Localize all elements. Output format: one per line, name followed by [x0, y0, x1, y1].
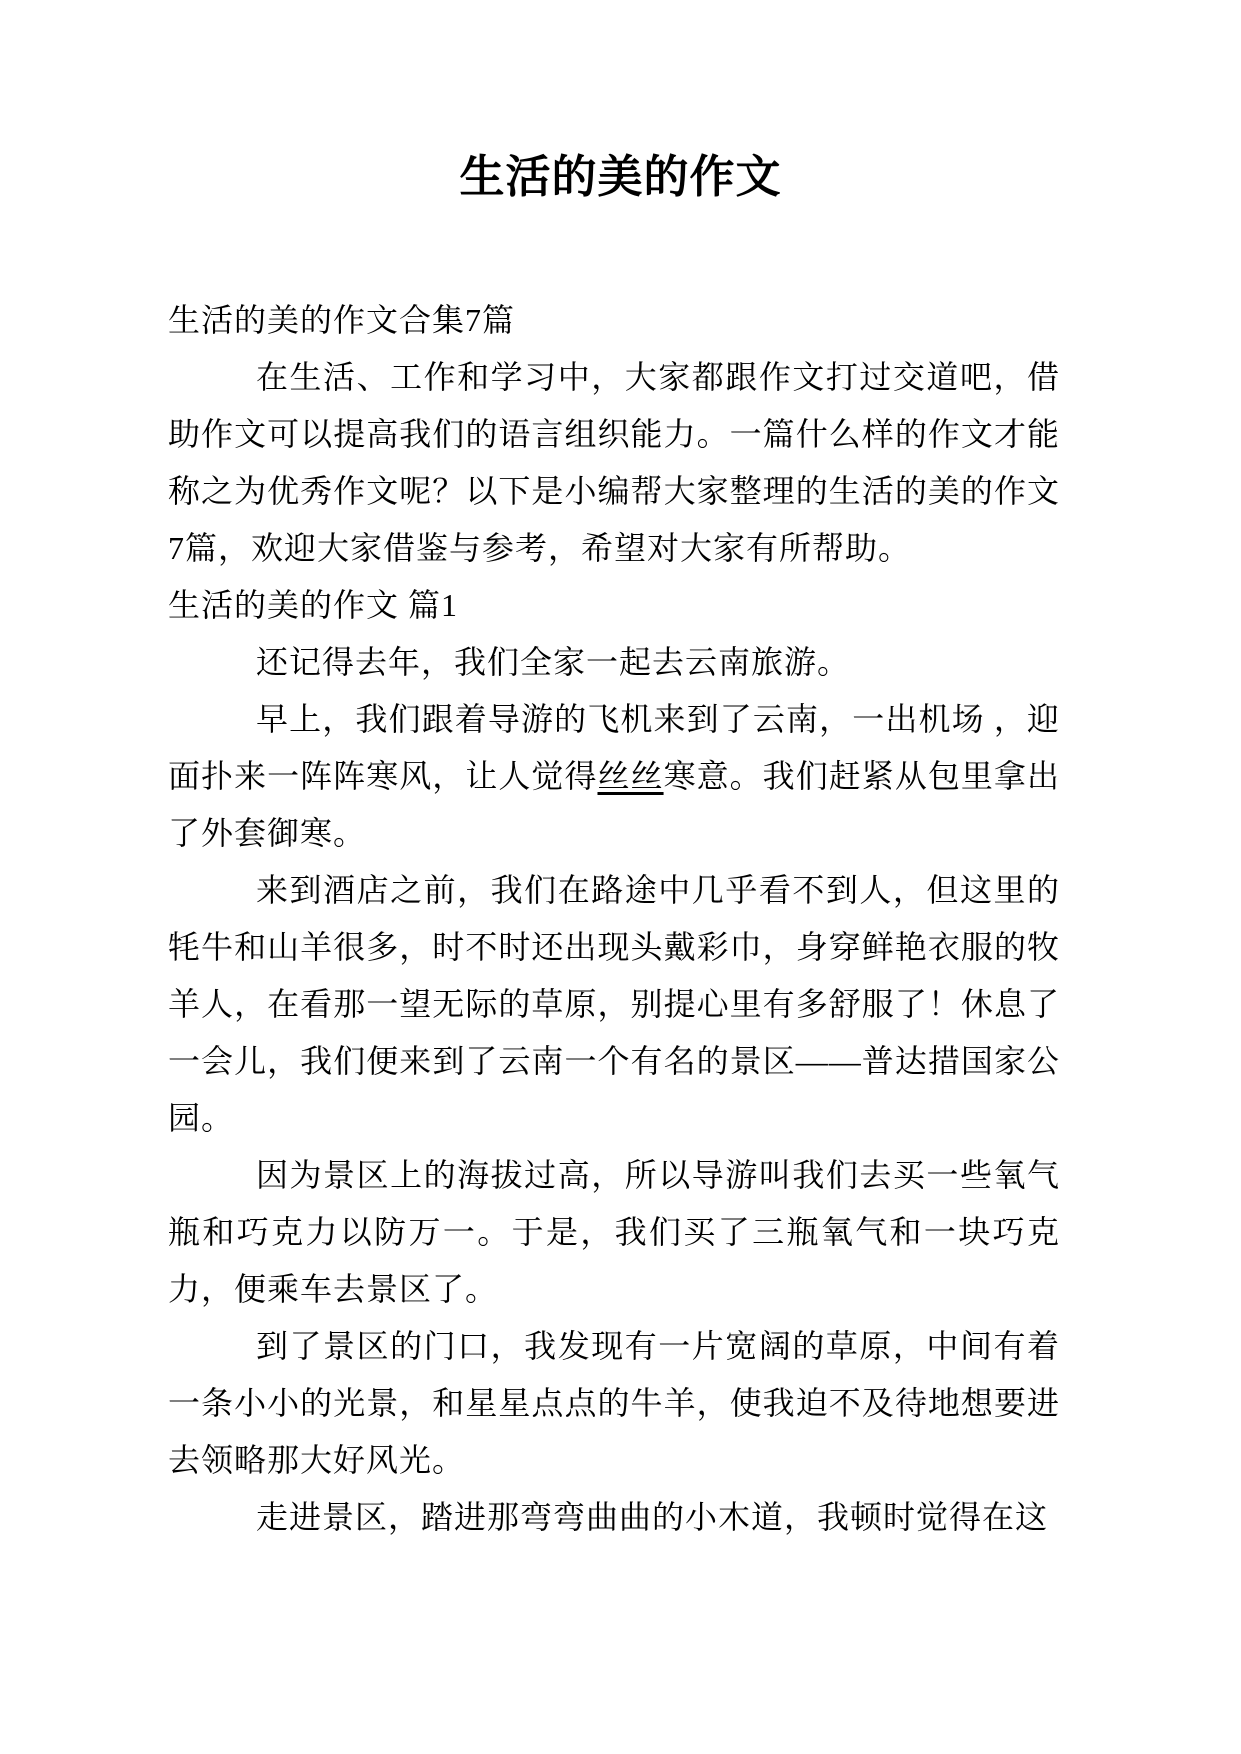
paragraph-text: 早上，我们跟着导游的飞机来到了云南，一出机场 ，迎面扑来一阵阵寒风，让人觉得: [168, 701, 1060, 794]
document-title: 生活的美的作文: [459, 152, 782, 202]
paragraph-text: 寒意。我们赶紧从包里拿出了外套御寒。: [168, 758, 1060, 851]
paragraph: [168, 1489, 1060, 1546]
document-body: [168, 292, 1060, 1546]
paragraph: [168, 577, 1060, 634]
paragraph: [168, 862, 1060, 1147]
paragraph-text: 走进景区，踏进那弯弯曲曲的小木道，我顿时觉得在这: [256, 1499, 1049, 1535]
paragraph-text: 到了景区的门口，我发现有一片宽阔的草原，中间有着一条小小的光景，和星星点点的牛羊，使我迫不及待地想要进去领略那大好风光。: [168, 1328, 1060, 1478]
paragraph: [168, 1147, 1060, 1318]
paragraph-text: 还记得去年，我们全家一起去云南旅游。: [256, 644, 851, 680]
paragraph: [168, 691, 1060, 862]
paragraph-text: 在生活、工作和学习中，大家都跟作文打过交道吧，借助作文可以提高我们的语言组织能力。一篇什么样的作文才能称之为优秀作文呢？以下是小编帮大家整理的生活的美的作文7篇，欢迎大家借鉴与参考，希望对大家有所帮助。: [168, 359, 1060, 566]
paragraph-text: 来到酒店之前，我们在路途中几乎看不到人，但这里的牦牛和山羊很多，时不时还出现头戴彩巾，身穿鲜艳衣服的牧羊人，在看那一望无际的草原，别提心里有多舒服了！休息了一会儿，我们便来到了云南一个有名的景区——普达措国家公园。: [168, 872, 1060, 1136]
paragraph-text: 生活的美的作文 篇1: [168, 587, 459, 623]
underlined-text: 丝丝: [597, 758, 664, 794]
paragraph: [168, 634, 1060, 691]
paragraph-text: 生活的美的作文合集7篇: [168, 302, 516, 338]
paragraph: [168, 1318, 1060, 1489]
paragraph-text: 因为景区上的海拔过高，所以导游叫我们去买一些氧气瓶和巧克力以防万一。于是，我们买了三瓶氧气和一块巧克力，便乘车去景区了。: [168, 1157, 1060, 1307]
paragraph: [168, 349, 1060, 577]
paragraph: [168, 292, 1060, 349]
